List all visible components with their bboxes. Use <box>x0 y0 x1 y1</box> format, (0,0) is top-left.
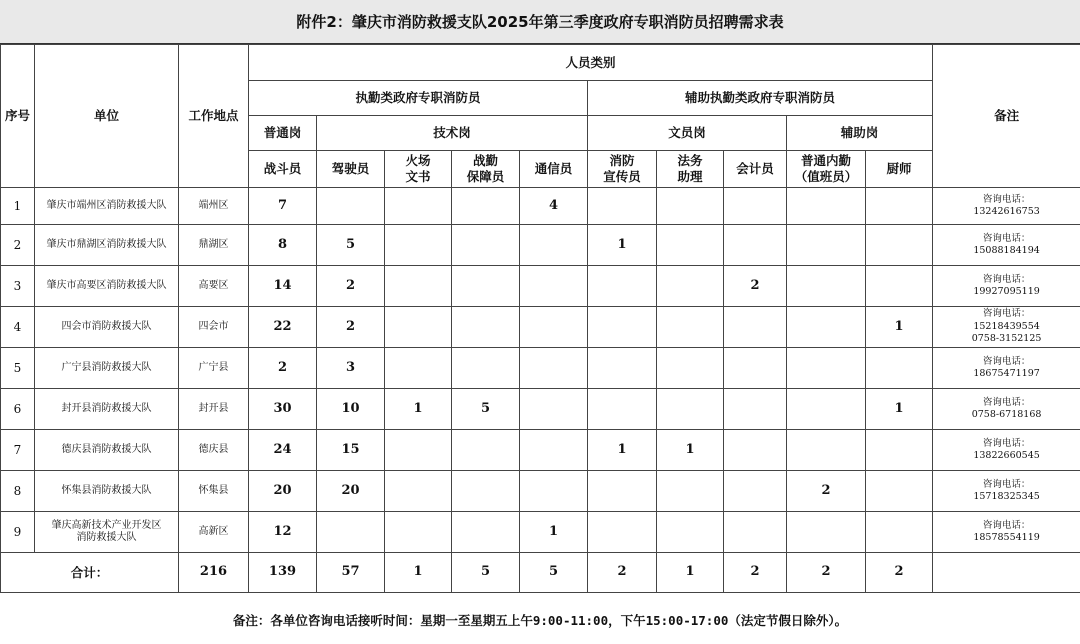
row-location: 鼎湖区 <box>179 225 249 266</box>
col-legal: 法务 助理 <box>657 151 724 188</box>
row-legal <box>657 225 724 266</box>
row-seq: 3 <box>1 266 35 307</box>
row-fire-clerk <box>385 307 452 348</box>
row-seq: 9 <box>1 512 35 553</box>
total-fighter: 139 <box>249 553 317 593</box>
col-duty: 普通内勤 （值班员） <box>787 151 866 188</box>
row-remark: 咨询电话： 15088184194 <box>933 225 1080 266</box>
row-unit: 肇庆市高要区消防救援大队 <box>35 266 179 307</box>
row-unit: 肇庆市鼎湖区消防救援大队 <box>35 225 179 266</box>
table-row <box>1 188 1080 225</box>
row-driver: 3 <box>317 348 385 389</box>
table-row <box>1 389 1080 430</box>
row-duty <box>787 348 866 389</box>
row-propaganda <box>588 188 657 225</box>
row-legal: 1 <box>657 430 724 471</box>
row-support <box>452 471 520 512</box>
header-unit: 单位 <box>35 45 179 188</box>
header-aux-group: 辅助执勤类政府专职消防员 <box>588 81 933 116</box>
row-remark: 咨询电话： 19927095119 <box>933 266 1080 307</box>
col-fighter: 战斗员 <box>249 151 317 188</box>
row-legal <box>657 512 724 553</box>
table-row <box>1 430 1080 471</box>
row-cook <box>866 188 933 225</box>
row-support <box>452 307 520 348</box>
row-support <box>452 266 520 307</box>
row-unit: 德庆县消防救援大队 <box>35 430 179 471</box>
header-clerk-post: 文员岗 <box>588 116 787 151</box>
row-remark: 咨询电话： 15218439554 0758-3152125 <box>933 307 1080 348</box>
row-propaganda <box>588 266 657 307</box>
row-accountant <box>724 389 787 430</box>
header-aux-post: 辅助岗 <box>787 116 933 151</box>
row-fighter: 12 <box>249 512 317 553</box>
total-legal: 1 <box>657 553 724 593</box>
row-remark: 咨询电话： 18675471197 <box>933 348 1080 389</box>
row-duty <box>787 307 866 348</box>
row-fire-clerk <box>385 266 452 307</box>
row-remark: 咨询电话： 13822660545 <box>933 430 1080 471</box>
header-general-post: 普通岗 <box>249 116 317 151</box>
row-accountant <box>724 188 787 225</box>
row-comm <box>520 307 588 348</box>
total-driver: 57 <box>317 553 385 593</box>
row-accountant <box>724 307 787 348</box>
header-tech-post: 技术岗 <box>317 116 588 151</box>
col-cook: 厨师 <box>866 151 933 188</box>
row-cook: 1 <box>866 307 933 348</box>
row-fire-clerk <box>385 471 452 512</box>
row-location: 高新区 <box>179 512 249 553</box>
row-driver: 20 <box>317 471 385 512</box>
row-driver <box>317 512 385 553</box>
row-duty <box>787 188 866 225</box>
row-duty <box>787 266 866 307</box>
row-comm: 1 <box>520 512 588 553</box>
row-location: 广宁县 <box>179 348 249 389</box>
row-duty <box>787 512 866 553</box>
row-driver: 5 <box>317 225 385 266</box>
row-cook <box>866 348 933 389</box>
total-remark <box>933 553 1080 593</box>
row-legal <box>657 471 724 512</box>
row-fire-clerk <box>385 512 452 553</box>
header-personnel-category: 人员类别 <box>249 45 933 81</box>
col-comm: 通信员 <box>520 151 588 188</box>
col-driver: 驾驶员 <box>317 151 385 188</box>
row-support <box>452 430 520 471</box>
row-accountant <box>724 348 787 389</box>
row-seq: 1 <box>1 188 35 225</box>
row-accountant <box>724 225 787 266</box>
col-support: 战勤 保障员 <box>452 151 520 188</box>
footer-note: 备注：各单位咨询电话接听时间：星期一至星期五上午9:00-11:00，下午15:00-17:00（法定节假日除外）。 <box>232 613 848 628</box>
row-legal <box>657 307 724 348</box>
row-unit: 四会市消防救援大队 <box>35 307 179 348</box>
row-comm <box>520 471 588 512</box>
row-cook <box>866 430 933 471</box>
row-accountant <box>724 430 787 471</box>
row-comm: 4 <box>520 188 588 225</box>
row-remark: 咨询电话： 18578554119 <box>933 512 1080 553</box>
row-unit: 封开县消防救援大队 <box>35 389 179 430</box>
table-row <box>1 307 1080 348</box>
row-propaganda <box>588 471 657 512</box>
row-fighter: 20 <box>249 471 317 512</box>
row-support <box>452 225 520 266</box>
total-propaganda: 2 <box>588 553 657 593</box>
row-seq: 7 <box>1 430 35 471</box>
row-duty: 2 <box>787 471 866 512</box>
table-row <box>1 512 1080 553</box>
col-accountant: 会计员 <box>724 151 787 188</box>
row-accountant <box>724 471 787 512</box>
row-fighter: 8 <box>249 225 317 266</box>
row-comm <box>520 348 588 389</box>
row-support <box>452 512 520 553</box>
row-remark: 咨询电话： 13242616753 <box>933 188 1080 225</box>
row-propaganda <box>588 389 657 430</box>
row-propaganda <box>588 512 657 553</box>
row-cook <box>866 512 933 553</box>
row-fire-clerk <box>385 225 452 266</box>
row-location: 封开县 <box>179 389 249 430</box>
total-comm: 5 <box>520 553 588 593</box>
row-support <box>452 188 520 225</box>
row-unit: 肇庆高新技术产业开发区 消防救援大队 <box>35 512 179 553</box>
row-unit: 肇庆市端州区消防救援大队 <box>35 188 179 225</box>
row-fighter: 22 <box>249 307 317 348</box>
row-fighter: 14 <box>249 266 317 307</box>
row-unit: 怀集县消防救援大队 <box>35 471 179 512</box>
col-propaganda: 消防 宣传员 <box>588 151 657 188</box>
table-row <box>1 225 1080 266</box>
row-propaganda: 1 <box>588 225 657 266</box>
row-propaganda <box>588 307 657 348</box>
row-fighter: 2 <box>249 348 317 389</box>
row-location: 四会市 <box>179 307 249 348</box>
table-row <box>1 348 1080 389</box>
row-legal <box>657 266 724 307</box>
row-seq: 2 <box>1 225 35 266</box>
row-comm <box>520 389 588 430</box>
row-location: 怀集县 <box>179 471 249 512</box>
row-cook <box>866 266 933 307</box>
row-duty <box>787 389 866 430</box>
row-fire-clerk <box>385 348 452 389</box>
total-support: 5 <box>452 553 520 593</box>
row-support <box>452 348 520 389</box>
table-row <box>1 266 1080 307</box>
row-seq: 5 <box>1 348 35 389</box>
total-label: 合计： <box>1 553 179 593</box>
row-legal <box>657 389 724 430</box>
header-remark: 备注 <box>933 45 1080 188</box>
total-accountant: 2 <box>724 553 787 593</box>
row-driver: 2 <box>317 307 385 348</box>
page-title: 附件2：肇庆市消防救援支队2025年第三季度政府专职消防员招聘需求表 <box>0 0 1080 44</box>
row-remark: 咨询电话： 15718325345 <box>933 471 1080 512</box>
total-duty: 2 <box>787 553 866 593</box>
row-cook <box>866 225 933 266</box>
row-propaganda: 1 <box>588 430 657 471</box>
row-fire-clerk <box>385 430 452 471</box>
row-support: 5 <box>452 389 520 430</box>
row-fighter: 30 <box>249 389 317 430</box>
row-fire-clerk: 1 <box>385 389 452 430</box>
row-remark: 咨询电话： 0758-6718168 <box>933 389 1080 430</box>
row-accountant <box>724 512 787 553</box>
col-fire-clerk: 火场 文书 <box>385 151 452 188</box>
row-comm <box>520 266 588 307</box>
row-fire-clerk <box>385 188 452 225</box>
row-duty <box>787 225 866 266</box>
recruitment-table <box>0 44 1080 593</box>
row-legal <box>657 348 724 389</box>
total-cook: 2 <box>866 553 933 593</box>
total-all: 216 <box>179 553 249 593</box>
row-accountant: 2 <box>724 266 787 307</box>
row-driver: 10 <box>317 389 385 430</box>
row-seq: 6 <box>1 389 35 430</box>
row-fighter: 7 <box>249 188 317 225</box>
row-legal <box>657 188 724 225</box>
row-comm <box>520 430 588 471</box>
row-location: 德庆县 <box>179 430 249 471</box>
row-cook: 1 <box>866 389 933 430</box>
row-propaganda <box>588 348 657 389</box>
row-fighter: 24 <box>249 430 317 471</box>
row-driver <box>317 188 385 225</box>
header-location: 工作地点 <box>179 45 249 188</box>
row-duty <box>787 430 866 471</box>
row-driver: 2 <box>317 266 385 307</box>
row-unit: 广宁县消防救援大队 <box>35 348 179 389</box>
total-fire-clerk: 1 <box>385 553 452 593</box>
row-cook <box>866 471 933 512</box>
row-location: 高要区 <box>179 266 249 307</box>
table-row <box>1 471 1080 512</box>
row-driver: 15 <box>317 430 385 471</box>
header-seq: 序号 <box>1 45 35 188</box>
row-seq: 8 <box>1 471 35 512</box>
header-duty-group: 执勤类政府专职消防员 <box>249 81 588 116</box>
row-location: 端州区 <box>179 188 249 225</box>
row-seq: 4 <box>1 307 35 348</box>
row-comm <box>520 225 588 266</box>
